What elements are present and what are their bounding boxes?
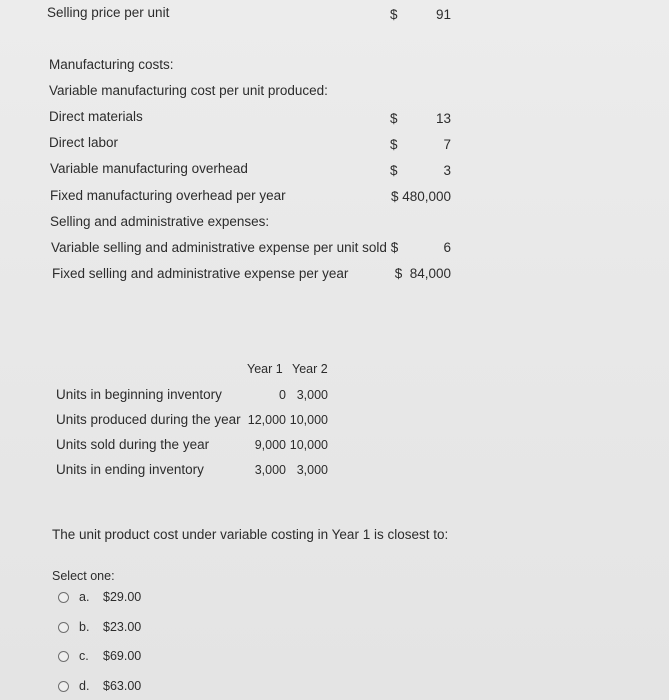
- row-label: Units in beginning inventory: [56, 387, 222, 402]
- row-year1: 12,000: [247, 413, 286, 427]
- fixed-overhead-value: $ 480,000: [390, 189, 451, 204]
- direct-materials-currency: $: [390, 111, 398, 126]
- header-year1: Year 1: [247, 362, 283, 376]
- row-year2: 3,000: [296, 463, 328, 477]
- option-letter: c.: [79, 649, 89, 663]
- row-label: Units in ending inventory: [56, 462, 204, 477]
- selling-price-currency: $: [390, 7, 398, 22]
- select-one-label: Select one:: [52, 569, 115, 583]
- direct-labor-value: 7: [443, 137, 451, 152]
- variable-overhead-value: 3: [443, 163, 451, 178]
- option-letter: b.: [79, 620, 90, 634]
- option-letter: d.: [79, 679, 90, 693]
- variable-sga-value: 6: [443, 240, 451, 255]
- option-value: $23.00: [103, 620, 142, 634]
- variable-overhead-label: Variable manufacturing overhead: [50, 161, 248, 176]
- direct-labor-currency: $: [390, 137, 398, 152]
- fixed-sga-label: Fixed selling and administrative expense per year: [52, 266, 349, 281]
- selling-price-label: Selling price per unit: [47, 5, 170, 20]
- radio-button[interactable]: [58, 681, 69, 692]
- row-year2: 10,000: [289, 438, 328, 452]
- row-year1: 9,000: [254, 438, 286, 452]
- row-year1: 0: [279, 388, 286, 402]
- row-label: Units sold during the year: [56, 437, 210, 452]
- header-year2: Year 2: [292, 362, 328, 376]
- variable-sga-label: Variable selling and administrative expense per unit sold $: [51, 240, 399, 255]
- fixed-overhead-label: Fixed manufacturing overhead per year: [50, 188, 286, 203]
- option-value: $69.00: [103, 649, 142, 663]
- fixed-sga-value: $ 84,000: [394, 266, 451, 281]
- variable-cost-heading: Variable manufacturing cost per unit produced:: [49, 83, 328, 98]
- row-label: Units produced during the year: [56, 412, 241, 427]
- direct-labor-label: Direct labor: [49, 135, 119, 150]
- variable-overhead-currency: $: [390, 163, 398, 178]
- manufacturing-costs-heading: Manufacturing costs:: [49, 57, 174, 72]
- radio-button[interactable]: [58, 592, 69, 603]
- question-text: The unit product cost under variable costing in Year 1 is closest to:: [52, 527, 449, 542]
- row-year1: 3,000: [254, 463, 286, 477]
- radio-button[interactable]: [58, 651, 69, 662]
- option-value: $29.00: [103, 590, 142, 604]
- option-value: $63.00: [103, 679, 142, 693]
- sga-heading: Selling and administrative expenses:: [50, 214, 270, 229]
- row-year2: 3,000: [296, 388, 328, 402]
- option-letter: a.: [79, 590, 90, 604]
- selling-price-value: 91: [435, 7, 451, 22]
- direct-materials-label: Direct materials: [49, 109, 143, 124]
- row-year2: 10,000: [289, 413, 328, 427]
- direct-materials-value: 13: [435, 111, 451, 126]
- radio-button[interactable]: [58, 622, 69, 633]
